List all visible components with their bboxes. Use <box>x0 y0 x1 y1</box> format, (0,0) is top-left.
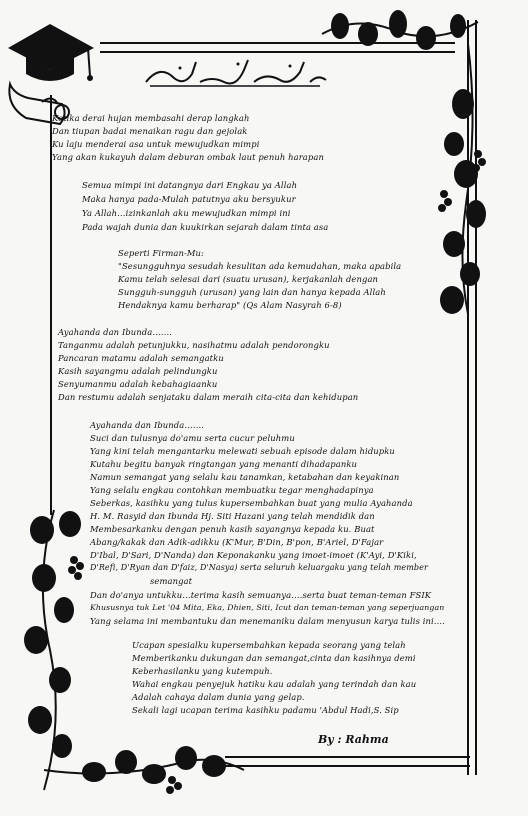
stanza1-line: Yang akan kukayuh dalam deburan ombak laut penuh harapan <box>52 152 324 162</box>
stanza5-line: Kutahu begitu banyak ringtangan yang menanti dihadapanku <box>90 459 357 469</box>
stanza5-line: Seberkas, kasihku yang tulus kupersembahkan buat yang mulia Ayahanda <box>90 498 413 508</box>
stanza6-line: Keberhasilanku yang kutempuh. <box>132 666 273 676</box>
stanza5-line: Namun semangat yang selalu kau tanamkan, ketabahan dan keyakinan <box>90 472 400 482</box>
stanza5-line: H. M. Rasyid dan Ibunda Hj. Siti Hazani yang telah mendidik dan <box>90 511 375 521</box>
graduation-cap-icon <box>2 14 98 126</box>
stanza5-line: Khususnya tuk Let '04 Mita, Eka, Dhien, Siti, Icut dan teman-teman yang seperjuangan <box>90 603 445 612</box>
stanza3-line: Seperti Firman-Mu: <box>118 248 204 258</box>
stanza6-line: Memberikanku dukungan dan semangat,cinta dan kasihnya demi <box>132 653 416 663</box>
stanza5-line: Suci dan tulusnya do'amu serta cucur peluhmu <box>90 433 295 443</box>
stanza4-line: Senyumanmu adalah kebahagiaanku <box>58 379 218 389</box>
stanza4-line: Kasih sayangmu adalah pelindungku <box>58 366 218 376</box>
stanza5-line: Dan do'anya untukku…terima kasih semuanya….serta buat teman-teman FSIK <box>90 590 432 600</box>
arabic-calligraphy <box>140 56 330 92</box>
stanza4-line: Pancaran matamu adalah semangatku <box>58 353 224 363</box>
stanza5-line: semangat <box>150 576 193 586</box>
stanza2-line: Semua mimpi ini datangnya dari Engkau ya Allah <box>82 180 298 190</box>
stanza6-line: Ucapan spesialku kupersembahkan kepada seorang yang telah <box>132 640 406 650</box>
calligraphy-text <box>140 56 330 92</box>
stanza3-line: Kamu telah selesai dari (suatu urusan), kerjakanlah dengan <box>118 274 379 284</box>
stanza1-line: Ku laju menderai asa untuk mewujudkan mimpi <box>52 139 260 149</box>
stanza5-line: Yang kini telah mengantarku melewati sebuah episode dalam hidupku <box>90 446 395 456</box>
stanza5-line: Yang selalu engkau contohkan membuatku tegar menghadapinya <box>90 485 374 495</box>
stanza5-line: Membesarkanku dengan penuh kasih sayangnya kepada ku. Buat <box>90 524 375 534</box>
stanza5-line: D'Ibal, D'Sari, D'Nanda) dan Keponakanku yang imoet-imoet (K'Ayi, D'Kiki, <box>90 550 417 560</box>
stanza3-line: Sungguh-sungguh (urusan) yang lain dan hanya kepada Allah <box>118 287 386 297</box>
stanza5-line: Ayahanda dan Ibunda……. <box>90 420 205 430</box>
stanza1-line: Ketika derai hujan membasahi derap langkah <box>52 113 250 123</box>
stanza3-line: "Sesungguhnya sesudah kesulitan ada kemudahan, maka apabila <box>118 261 402 271</box>
stanza2-line: Maka hanya pada-Mulah patutnya aku bersyukur <box>82 194 296 204</box>
stanza4-line: Dan restumu adalah senjataku dalam meraih cita-cita dan kehidupan <box>58 392 359 402</box>
frame-bottom-border <box>225 756 470 767</box>
stanza4-line: Tanganmu adalah petunjukku, nasihatmu adalah pendorongku <box>58 340 330 350</box>
stanza5-line: Abang/kakak dan Adik-adikku (K'Mur, B'Din, B'pon, B'Ariel, D'Fajar <box>90 537 384 547</box>
stanza6-line: Adalah cahaya dalam dunia yang gelap. <box>132 692 305 702</box>
stanza3-line: Hendaknya kamu berharap" (Qs Alam Nasyrah 6-8) <box>118 300 342 310</box>
stanza5-line: Yang selama ini membantuku dan menemaniku dalam menyusun karya tulis ini…. <box>90 616 446 626</box>
stanza6-line: Wahai engkau penyejuk hatiku kau adalah yang terindah dan kau <box>132 679 417 689</box>
stanza2-line: Ya Allah…izinkanlah aku mewujudkan mimpi ini <box>82 208 291 218</box>
stanza4-line: Ayahanda dan Ibunda……. <box>58 327 173 337</box>
stanza2-line: Pada wajah dunia dan kuukirkan sejarah dalam tinta asa <box>82 222 329 232</box>
stanza5-line: D'Refi, D'Ryan dan D'faiz, D'Nasya) serta seluruh keluargaku yang telah member <box>90 563 428 572</box>
stanza1-line: Dan tiupan badai menaikan ragu dan gejolak <box>52 126 248 136</box>
signature: By : Rahma <box>318 733 389 746</box>
stanza6-line: Sekali lagi ucapan terima kasihku padamu 'Abdul Hadi,S. Sip <box>132 705 399 715</box>
